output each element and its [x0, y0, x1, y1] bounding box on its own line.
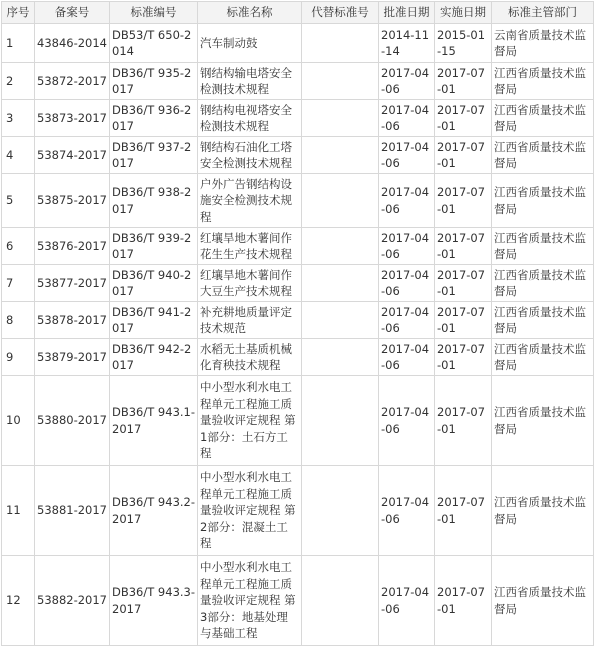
table-row — [2, 265, 594, 302]
row-effective-date: 2017-07-01 — [435, 466, 492, 556]
row-effective-date: 2017-07-01 — [435, 376, 492, 466]
table-row — [2, 228, 594, 265]
row-standard-code: DB36/T 935-2017 — [110, 63, 198, 100]
header-standard-name: 标准名称 — [198, 2, 302, 24]
row-approval-date: 2017-04-06 — [379, 302, 435, 339]
row-effective-date: 2017-07-01 — [435, 100, 492, 137]
header-approval-date: 批准日期 — [379, 2, 435, 24]
row-replaced-standard — [302, 556, 379, 646]
row-replaced-standard — [302, 466, 379, 556]
row-replaced-standard — [302, 265, 379, 302]
row-filing-number: 53872-2017 — [35, 63, 110, 100]
row-approval-date: 2017-04-06 — [379, 174, 435, 228]
row-authority: 云南省质量技术监督局 — [492, 24, 594, 63]
row-serial-number: 4 — [2, 137, 35, 174]
standards-table — [1, 1, 594, 646]
row-effective-date: 2017-07-01 — [435, 174, 492, 228]
table-row — [2, 376, 594, 466]
row-serial-number: 2 — [2, 63, 35, 100]
header-authority: 标准主管部门 — [492, 2, 594, 24]
table-row — [2, 339, 594, 376]
row-standard-name: 红壤旱地木薯间作大豆生产技术规程 — [198, 265, 302, 302]
row-effective-date: 2017-07-01 — [435, 556, 492, 646]
row-standard-code: DB36/T 936-2017 — [110, 100, 198, 137]
row-effective-date: 2017-07-01 — [435, 339, 492, 376]
row-authority: 江西省质量技术监督局 — [492, 265, 594, 302]
table-row — [2, 174, 594, 228]
row-standard-name: 钢结构电视塔安全检测技术规程 — [198, 100, 302, 137]
row-filing-number: 53882-2017 — [35, 556, 110, 646]
row-filing-number: 53877-2017 — [35, 265, 110, 302]
row-standard-code: DB36/T 941-2017 — [110, 302, 198, 339]
row-replaced-standard — [302, 174, 379, 228]
row-authority: 江西省质量技术监督局 — [492, 174, 594, 228]
row-approval-date: 2017-04-06 — [379, 376, 435, 466]
row-serial-number: 6 — [2, 228, 35, 265]
row-standard-code: DB36/T 938-2017 — [110, 174, 198, 228]
row-standard-name: 水稻无土基质机械化育秧技术规程 — [198, 339, 302, 376]
row-serial-number: 5 — [2, 174, 35, 228]
row-replaced-standard — [302, 100, 379, 137]
row-effective-date: 2017-07-01 — [435, 137, 492, 174]
row-authority: 江西省质量技术监督局 — [492, 302, 594, 339]
header-effective-date: 实施日期 — [435, 2, 492, 24]
row-approval-date: 2017-04-06 — [379, 63, 435, 100]
row-standard-name: 中小型水利水电工程单元工程施工质量验收评定规程 第1部分：土石方工程 — [198, 376, 302, 466]
row-standard-code: DB36/T 942-2017 — [110, 339, 198, 376]
row-standard-code: DB36/T 943.1-2017 — [110, 376, 198, 466]
table-row — [2, 302, 594, 339]
table-row — [2, 63, 594, 100]
row-authority: 江西省质量技术监督局 — [492, 137, 594, 174]
row-standard-code: DB53/T 650-2014 — [110, 24, 198, 63]
row-effective-date: 2017-07-01 — [435, 302, 492, 339]
table-row — [2, 466, 594, 556]
row-standard-name: 钢结构输电塔安全检测技术规程 — [198, 63, 302, 100]
row-standard-name: 汽车制动鼓 — [198, 24, 302, 63]
row-approval-date: 2017-04-06 — [379, 137, 435, 174]
row-approval-date: 2017-04-06 — [379, 265, 435, 302]
row-serial-number: 11 — [2, 466, 35, 556]
row-standard-code: DB36/T 939-2017 — [110, 228, 198, 265]
table-row — [2, 137, 594, 174]
row-effective-date: 2017-07-01 — [435, 228, 492, 265]
row-effective-date: 2015-01-15 — [435, 24, 492, 63]
row-standard-name: 钢结构石油化工塔安全检测技术规程 — [198, 137, 302, 174]
header-replaced-standard: 代替标准号 — [302, 2, 379, 24]
row-authority: 江西省质量技术监督局 — [492, 466, 594, 556]
row-standard-name: 红壤旱地木薯间作花生生产技术规程 — [198, 228, 302, 265]
row-filing-number: 53880-2017 — [35, 376, 110, 466]
row-filing-number: 43846-2014 — [35, 24, 110, 63]
row-serial-number: 3 — [2, 100, 35, 137]
row-filing-number: 53874-2017 — [35, 137, 110, 174]
row-effective-date: 2017-07-01 — [435, 63, 492, 100]
row-authority: 江西省质量技术监督局 — [492, 100, 594, 137]
header-serial-number: 序号 — [2, 2, 35, 24]
row-serial-number: 7 — [2, 265, 35, 302]
row-replaced-standard — [302, 339, 379, 376]
row-filing-number: 53878-2017 — [35, 302, 110, 339]
row-standard-name: 中小型水利水电工程单元工程施工质量验收评定规程 第2部分：混凝土工程 — [198, 466, 302, 556]
row-effective-date: 2017-07-01 — [435, 265, 492, 302]
row-approval-date: 2014-11-14 — [379, 24, 435, 63]
row-serial-number: 12 — [2, 556, 35, 646]
row-authority: 江西省质量技术监督局 — [492, 228, 594, 265]
row-serial-number: 1 — [2, 24, 35, 63]
header-filing-number: 备案号 — [35, 2, 110, 24]
row-authority: 江西省质量技术监督局 — [492, 63, 594, 100]
row-replaced-standard — [302, 228, 379, 265]
row-replaced-standard — [302, 302, 379, 339]
row-authority: 江西省质量技术监督局 — [492, 556, 594, 646]
row-serial-number: 10 — [2, 376, 35, 466]
table-row — [2, 556, 594, 646]
row-authority: 江西省质量技术监督局 — [492, 339, 594, 376]
row-standard-name: 中小型水利水电工程单元工程施工质量验收评定规程 第3部分：地基处理与基础工程 — [198, 556, 302, 646]
row-approval-date: 2017-04-06 — [379, 556, 435, 646]
row-replaced-standard — [302, 63, 379, 100]
row-standard-code: DB36/T 943.2-2017 — [110, 466, 198, 556]
row-serial-number: 9 — [2, 339, 35, 376]
table-row — [2, 100, 594, 137]
row-standard-code: DB36/T 943.3-2017 — [110, 556, 198, 646]
row-standard-name: 补充耕地质量评定技术规范 — [198, 302, 302, 339]
row-filing-number: 53881-2017 — [35, 466, 110, 556]
row-standard-code: DB36/T 937-2017 — [110, 137, 198, 174]
row-approval-date: 2017-04-06 — [379, 339, 435, 376]
header-standard-code: 标准编号 — [110, 2, 198, 24]
row-filing-number: 53879-2017 — [35, 339, 110, 376]
row-serial-number: 8 — [2, 302, 35, 339]
row-replaced-standard — [302, 137, 379, 174]
row-filing-number: 53876-2017 — [35, 228, 110, 265]
row-filing-number: 53873-2017 — [35, 100, 110, 137]
row-filing-number: 53875-2017 — [35, 174, 110, 228]
row-standard-name: 户外广告钢结构设施安全检测技术规程 — [198, 174, 302, 228]
row-approval-date: 2017-04-06 — [379, 466, 435, 556]
row-standard-code: DB36/T 940-2017 — [110, 265, 198, 302]
table-row — [2, 24, 594, 63]
row-approval-date: 2017-04-06 — [379, 100, 435, 137]
row-authority: 江西省质量技术监督局 — [492, 376, 594, 466]
row-replaced-standard — [302, 376, 379, 466]
table-header-row — [2, 2, 594, 24]
row-replaced-standard — [302, 24, 379, 63]
row-approval-date: 2017-04-06 — [379, 228, 435, 265]
